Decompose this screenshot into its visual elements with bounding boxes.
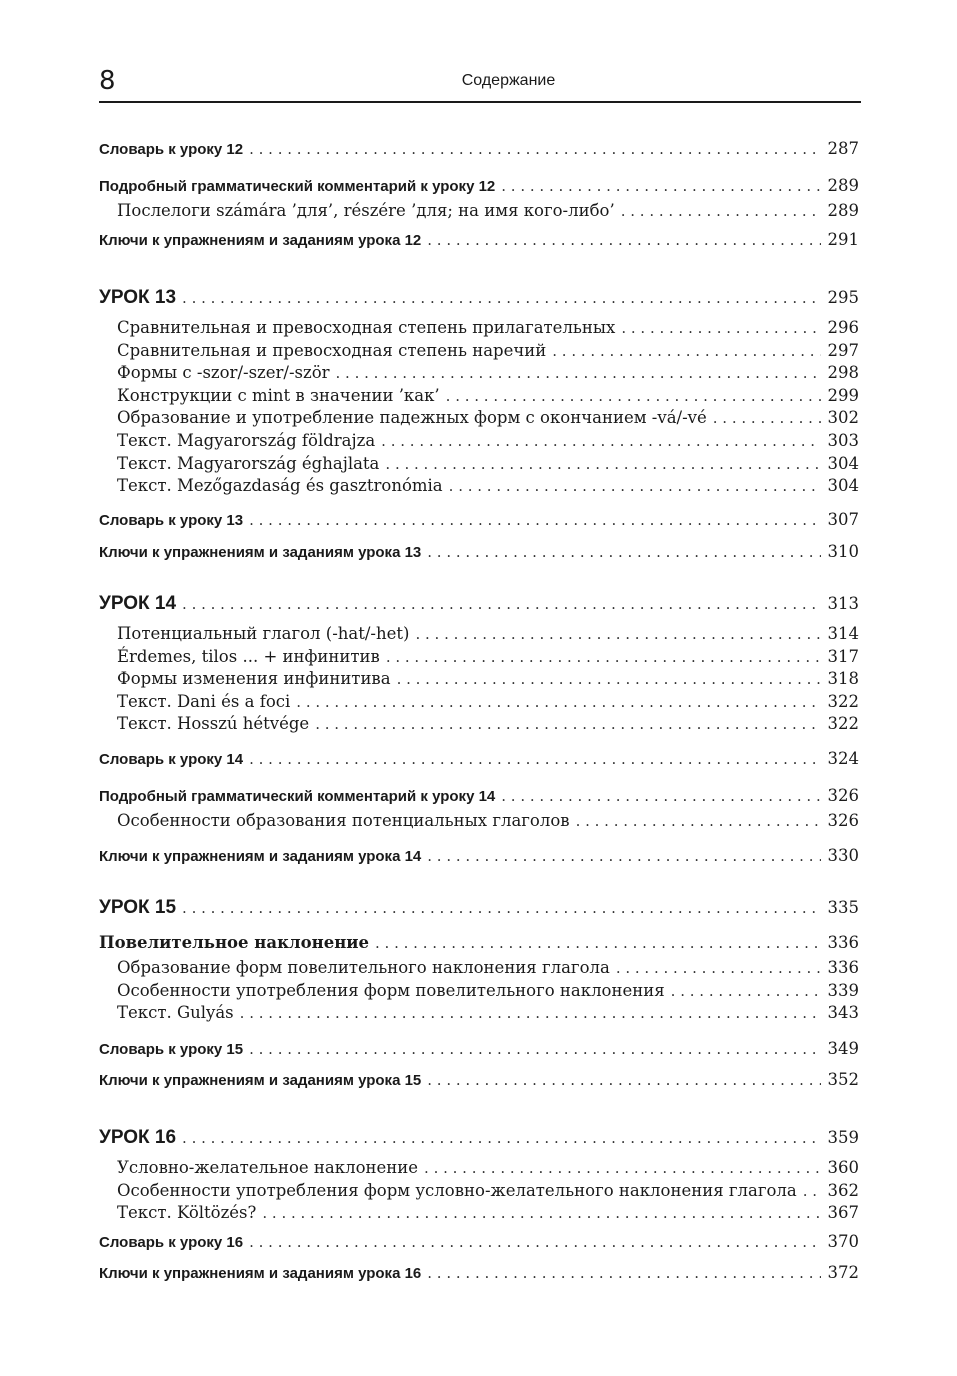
running-head: Содержание <box>461 72 556 89</box>
toc-entry[interactable] <box>99 1232 859 1251</box>
toc-entry[interactable] <box>117 647 859 666</box>
toc-entry-title: УРОК 14 <box>99 593 177 614</box>
toc-entry[interactable] <box>99 176 859 195</box>
leader-dots <box>182 289 821 307</box>
toc-lesson[interactable] <box>99 287 859 309</box>
leader-dots <box>713 409 821 427</box>
leader-dots <box>381 432 821 450</box>
toc-entry-page: 296 <box>827 318 859 337</box>
toc-entry-title: УРОК 16 <box>99 1127 177 1148</box>
page-number: 8 <box>99 66 116 96</box>
leader-dots <box>385 455 821 473</box>
toc-entry-page: 303 <box>827 431 859 450</box>
leader-dots <box>427 1264 821 1282</box>
toc-entry-page: 336 <box>827 958 859 977</box>
header-rule <box>99 101 861 103</box>
leader-dots <box>336 364 821 382</box>
leader-dots <box>427 543 821 561</box>
toc-entry-title: Сравнительная и превосходная степень наречий <box>117 341 547 360</box>
toc-entry-title: Ключи к упражнениям и заданиям урока 12 <box>99 232 422 249</box>
toc-entry-title: Образование и употребление падежных форм с окончанием -vá/-vé <box>117 408 707 427</box>
toc-entry[interactable] <box>99 230 859 249</box>
toc-entry[interactable] <box>117 1003 859 1022</box>
toc-entry-page: 322 <box>827 714 859 733</box>
toc-entry-title: Текст. Dani és a foci <box>117 692 291 711</box>
toc-entry[interactable] <box>117 454 859 473</box>
toc-entry[interactable] <box>99 510 859 529</box>
toc-entry-page: 360 <box>827 1158 859 1177</box>
toc-entry-title: Подробный грамматический комментарий к уроку 14 <box>99 788 496 805</box>
toc-entry[interactable] <box>117 431 859 450</box>
leader-dots <box>182 595 821 613</box>
toc-entry-page: 287 <box>827 139 859 158</box>
toc-entry[interactable] <box>117 958 859 977</box>
leader-dots <box>249 1040 821 1058</box>
leader-dots <box>427 847 821 865</box>
toc-entry[interactable] <box>99 1070 859 1089</box>
toc-entry-page: 304 <box>827 454 859 473</box>
toc-entry-title: Особенности употребления форм повелительного наклонения <box>117 981 665 1000</box>
toc-entry[interactable] <box>99 749 859 768</box>
toc-entry-page: 297 <box>827 341 859 360</box>
leader-dots <box>375 934 821 952</box>
toc-entry-page: 318 <box>827 669 859 688</box>
toc-entry[interactable] <box>99 846 859 865</box>
toc-entry-page: 362 <box>827 1181 859 1200</box>
leader-dots <box>262 1204 821 1222</box>
toc-entry[interactable] <box>117 692 859 711</box>
toc-entry[interactable] <box>117 624 859 643</box>
toc-entry-page: 326 <box>827 811 859 830</box>
toc-entry[interactable] <box>117 201 859 220</box>
toc-entry-page: 343 <box>827 1003 859 1022</box>
toc-lesson[interactable] <box>99 897 859 919</box>
toc-entry-page: 349 <box>827 1039 859 1058</box>
toc-entry-title: Ключи к упражнениям и заданиям урока 15 <box>99 1072 422 1089</box>
leader-dots <box>249 1233 821 1251</box>
toc-entry[interactable] <box>117 811 859 830</box>
toc-entry-page: 298 <box>827 363 859 382</box>
toc-entry-page: 326 <box>827 786 859 805</box>
toc-entry[interactable] <box>99 542 859 561</box>
leader-dots <box>427 1071 821 1089</box>
leader-dots <box>386 648 821 666</box>
leader-dots <box>415 625 821 643</box>
toc-entry-title: Подробный грамматический комментарий к уроку 12 <box>99 178 496 195</box>
toc-entry-title: Конструкции с mint в значении ’как’ <box>117 386 440 405</box>
toc-entry[interactable] <box>99 933 859 952</box>
toc-entry-page: 302 <box>827 408 859 427</box>
toc-entry-title: УРОК 13 <box>99 287 177 308</box>
leader-dots <box>803 1182 821 1200</box>
toc-entry-title: Ключи к упражнениям и заданиям урока 13 <box>99 544 422 561</box>
toc-entry[interactable] <box>117 476 859 495</box>
leader-dots <box>501 177 821 195</box>
toc-entry-page: 317 <box>827 647 859 666</box>
leader-dots <box>671 982 821 1000</box>
leader-dots <box>296 693 821 711</box>
leader-dots <box>552 342 821 360</box>
leader-dots <box>315 715 821 733</box>
leader-dots <box>621 202 821 220</box>
leader-dots <box>621 319 821 337</box>
toc-entry[interactable] <box>117 1203 859 1222</box>
toc-entry-title: Словарь к уроку 13 <box>99 512 244 529</box>
toc-entry-title: Формы с -szor/-szer/-ször <box>117 363 330 382</box>
toc-entry-title: Ключи к упражнениям и заданиям урока 14 <box>99 848 422 865</box>
toc-entry-title: Формы изменения инфинитива <box>117 669 391 688</box>
toc-entry-page: 359 <box>827 1128 859 1147</box>
toc-entry[interactable] <box>117 714 859 733</box>
leader-dots <box>501 787 821 805</box>
toc-entry-page: 372 <box>827 1263 859 1282</box>
toc-entry-page: 367 <box>827 1203 859 1222</box>
toc-entry-title: Текст. Költözés? <box>117 1203 257 1222</box>
toc-entry[interactable] <box>117 363 859 382</box>
toc-entry-title: Словарь к уроку 15 <box>99 1041 244 1058</box>
leader-dots <box>249 750 821 768</box>
leader-dots <box>249 140 821 158</box>
toc-entry-page: 314 <box>827 624 859 643</box>
toc-entry-page: 299 <box>827 386 859 405</box>
leader-dots <box>182 1129 821 1147</box>
leader-dots <box>427 231 821 249</box>
leader-dots <box>449 477 821 495</box>
toc-entry[interactable] <box>99 1039 859 1058</box>
toc-entry[interactable] <box>117 386 859 405</box>
toc-entry-page: 324 <box>827 749 859 768</box>
toc-entry-title: Érdemes, tilos ... + инфинитив <box>117 647 380 666</box>
toc-entry-title: Повелительное наклонение <box>99 933 370 952</box>
toc-entry-page: 370 <box>827 1232 859 1251</box>
toc-entry-page: 304 <box>827 476 859 495</box>
toc-entry-title: Сравнительная и превосходная степень прилагательных <box>117 318 616 337</box>
toc-entry-title: Особенности употребления форм условно-желательного наклонения глагола <box>117 1181 797 1200</box>
leader-dots <box>182 899 821 917</box>
toc-entry[interactable] <box>99 139 859 158</box>
toc-entry[interactable] <box>117 408 859 427</box>
toc-entry-page: 291 <box>827 230 859 249</box>
toc-entry-page: 322 <box>827 692 859 711</box>
toc-entry-title: Текст. Hosszú hétvége <box>117 714 310 733</box>
toc-entry-title: УРОК 15 <box>99 897 177 918</box>
toc-entry-title: Текст. Magyarország éghajlata <box>117 454 380 473</box>
leader-dots <box>446 387 821 405</box>
toc-entry-page: 339 <box>827 981 859 1000</box>
toc-entry-title: Особенности образования потенциальных глаголов <box>117 811 570 830</box>
toc-entry-page: 307 <box>827 510 859 529</box>
toc-entry-title: Образование форм повелительного наклонения глагола <box>117 958 610 977</box>
toc-entry[interactable] <box>117 981 859 1000</box>
leader-dots <box>616 959 821 977</box>
toc-lesson[interactable] <box>99 593 859 615</box>
toc-entry-page: 295 <box>827 288 859 307</box>
toc-entry[interactable] <box>117 1158 859 1177</box>
toc-entry[interactable] <box>117 318 859 337</box>
toc-entry-page: 335 <box>827 898 859 917</box>
leader-dots <box>249 511 821 529</box>
toc-entry-title: Словарь к уроку 12 <box>99 141 244 158</box>
toc-entry-title: Условно-желательное наклонение <box>117 1158 419 1177</box>
toc-entry-title: Словарь к уроку 16 <box>99 1234 244 1251</box>
toc-entry-page: 289 <box>827 201 859 220</box>
leader-dots <box>240 1004 821 1022</box>
toc-lesson[interactable] <box>99 1127 859 1149</box>
toc-entry-title: Текст. Mezőgazdaság és gasztronómia <box>117 476 443 495</box>
leader-dots <box>424 1159 821 1177</box>
toc-entry-title: Потенциальный глагол (-hat/-het) <box>117 624 410 643</box>
toc-entry-page: 352 <box>827 1070 859 1089</box>
leader-dots <box>576 812 821 830</box>
toc-entry-title: Текст. Magyarország földrajza <box>117 431 376 450</box>
toc-entry-page: 289 <box>827 176 859 195</box>
toc-entry-title: Текст. Gulyás <box>117 1003 234 1022</box>
toc-entry-page: 313 <box>827 594 859 613</box>
toc-entry[interactable] <box>99 786 859 805</box>
toc-entry[interactable] <box>117 669 859 688</box>
toc-entry-title: Послелоги számára ’для’, részére ’для; на имя кого-либо’ <box>117 201 615 220</box>
toc-entry-page: 330 <box>827 846 859 865</box>
toc-entry[interactable] <box>99 1263 859 1282</box>
toc-entry-page: 336 <box>827 933 859 952</box>
toc-entry-title: Ключи к упражнениям и заданиям урока 16 <box>99 1265 422 1282</box>
leader-dots <box>397 670 821 688</box>
toc-entry-title: Словарь к уроку 14 <box>99 751 244 768</box>
toc-entry-page: 310 <box>827 542 859 561</box>
toc-entry[interactable] <box>117 1181 859 1200</box>
toc-entry[interactable] <box>117 341 859 360</box>
